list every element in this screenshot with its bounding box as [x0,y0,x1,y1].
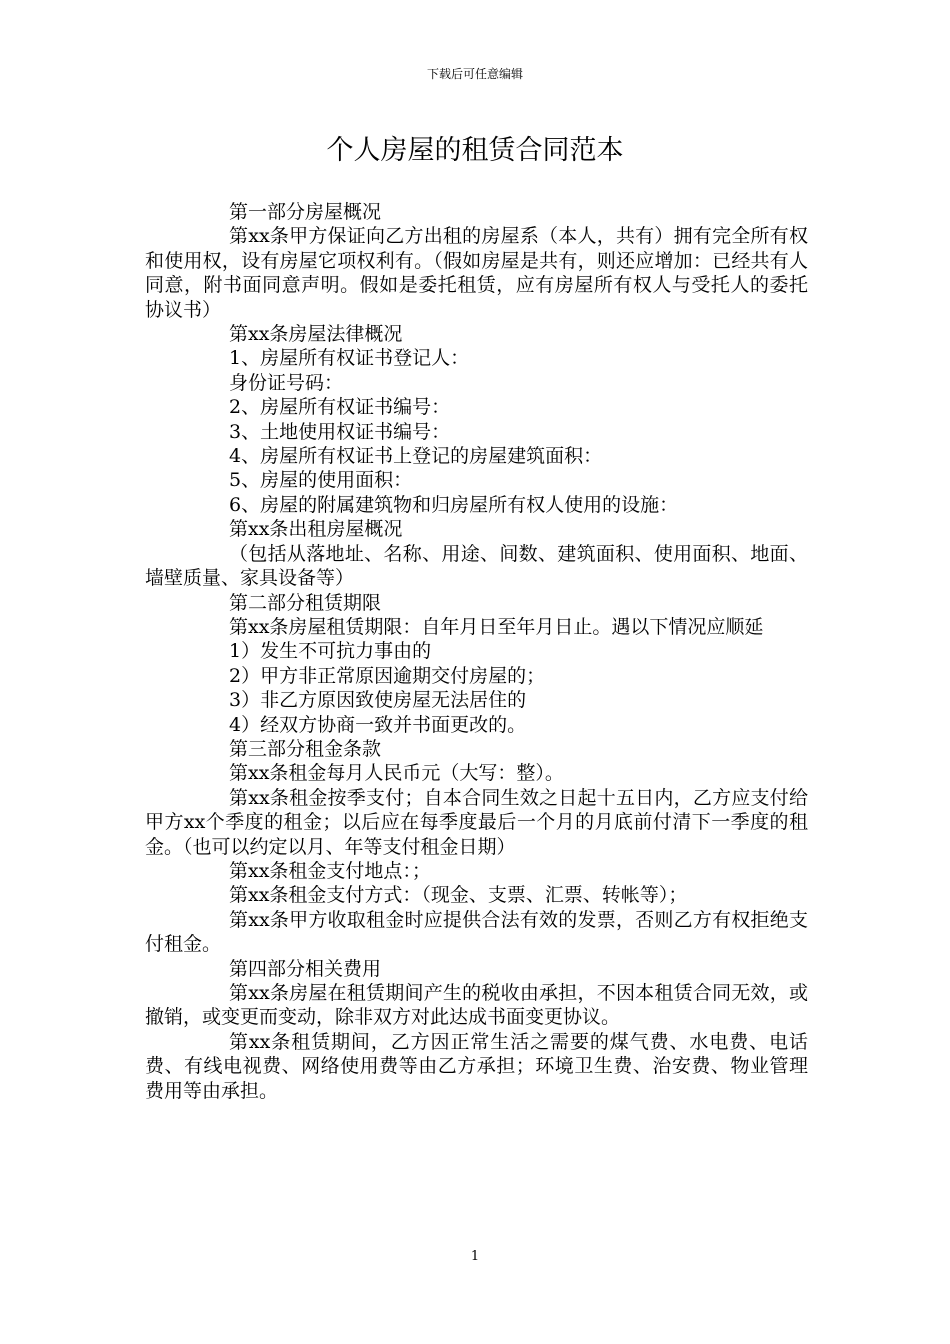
paragraph-section-4-heading: 第四部分相关费用 [229,957,382,980]
paragraph-certificate-holder: 1、房屋所有权证书登记人： [229,347,470,370]
paragraph-payment-location: 第xx条租金支付地点：； [229,859,431,882]
paragraph-certificate-number: 2、房屋所有权证书编号： [229,396,451,419]
paragraph-monthly-rent: 第xx条租金每月人民币元（大写：整）。 [229,762,564,785]
paragraph-legal-overview-heading: 第xx条房屋法律概况 [229,323,403,346]
paragraph-rental-details: （包括从落地址、名称、用途、间数、建筑面积、使用面积、地面、墙壁质量、家具设备等） [145,542,808,590]
paragraph-payment-method: 第xx条租金支付方式：（现金、支票、汇票、转帐等）； [229,884,688,907]
paragraph-section-2-heading: 第二部分租赁期限 [229,591,382,614]
paragraph-extension-4: 4）经双方协商一致并书面更改的。 [229,713,527,736]
paragraph-quarterly-payment: 第xx条租金按季支付；自本合同生效之日起十五日内，乙方应支付给甲方xx个季度的租金；以后应在每季度最后一个月的月底前付清下一季度的租金。（也可以约定以月、年等支付租金日期） [145,786,808,858]
paragraph-section-1-heading: 第一部分房屋概况 [229,201,382,223]
paragraph-rental-overview-heading: 第xx条出租房屋概况 [229,518,403,541]
paragraph-invoice-requirement: 第xx条甲方收取租金时应提供合法有效的发票，否则乙方有权拒绝支付租金。 [145,908,808,956]
paragraph-section-3-heading: 第三部分租金条款 [229,737,382,760]
paragraph-extension-1: 1）发生不可抗力事由的 [229,640,432,663]
paragraph-building-area: 4、房屋所有权证书上登记的房屋建筑面积： [229,445,603,468]
page-number: 1 [470,1249,480,1264]
paragraph-tax-responsibility: 第xx条房屋在租赁期间产生的税收由承担，不因本租赁合同无效，或撤销，或变更而变动，除非双方对此达成书面变更协议。 [145,982,808,1029]
paragraph-utility-fees: 第xx条租赁期间，乙方因正常生活之需要的煤气费、水电费、电话费、有线电视费、网络使用费等由乙方承担；环境卫生费、治安费、物业管理费用等由承担。 [145,1030,808,1102]
paragraph-ownership-guarantee: 第xx条甲方保证向乙方出租的房屋系（本人，共有）拥有完全所有权和使用权，设有房屋它项权利有。（假如房屋是共有，则还应增加：已经共有人同意，附书面同意声明。假如是委托租赁，应有房屋所有权人与受托人的委托协议书） [145,225,808,321]
paragraph-usable-area: 5、房屋的使用面积： [229,469,413,492]
document-body [145,200,808,1103]
document-title: 个人房屋的租赁合同范本 [326,135,624,166]
paragraph-land-certificate: 3、土地使用权证书编号： [229,420,451,443]
paragraph-id-number: 身份证号码： [229,371,344,394]
paragraph-extension-3: 3）非乙方原因致使房屋无法居住的 [229,689,527,712]
paragraph-lease-term: 第xx条房屋租赁期限：自年月日至年月日止。遇以下情况应顺延 [229,615,764,638]
paragraph-extension-2: 2）甲方非正常原因逾期交付房屋的； [229,664,546,687]
paragraph-ancillary-facilities: 6、房屋的附属建筑物和归房屋所有权人使用的设施： [229,493,679,516]
download-note: 下载后可任意编辑 [426,67,523,81]
